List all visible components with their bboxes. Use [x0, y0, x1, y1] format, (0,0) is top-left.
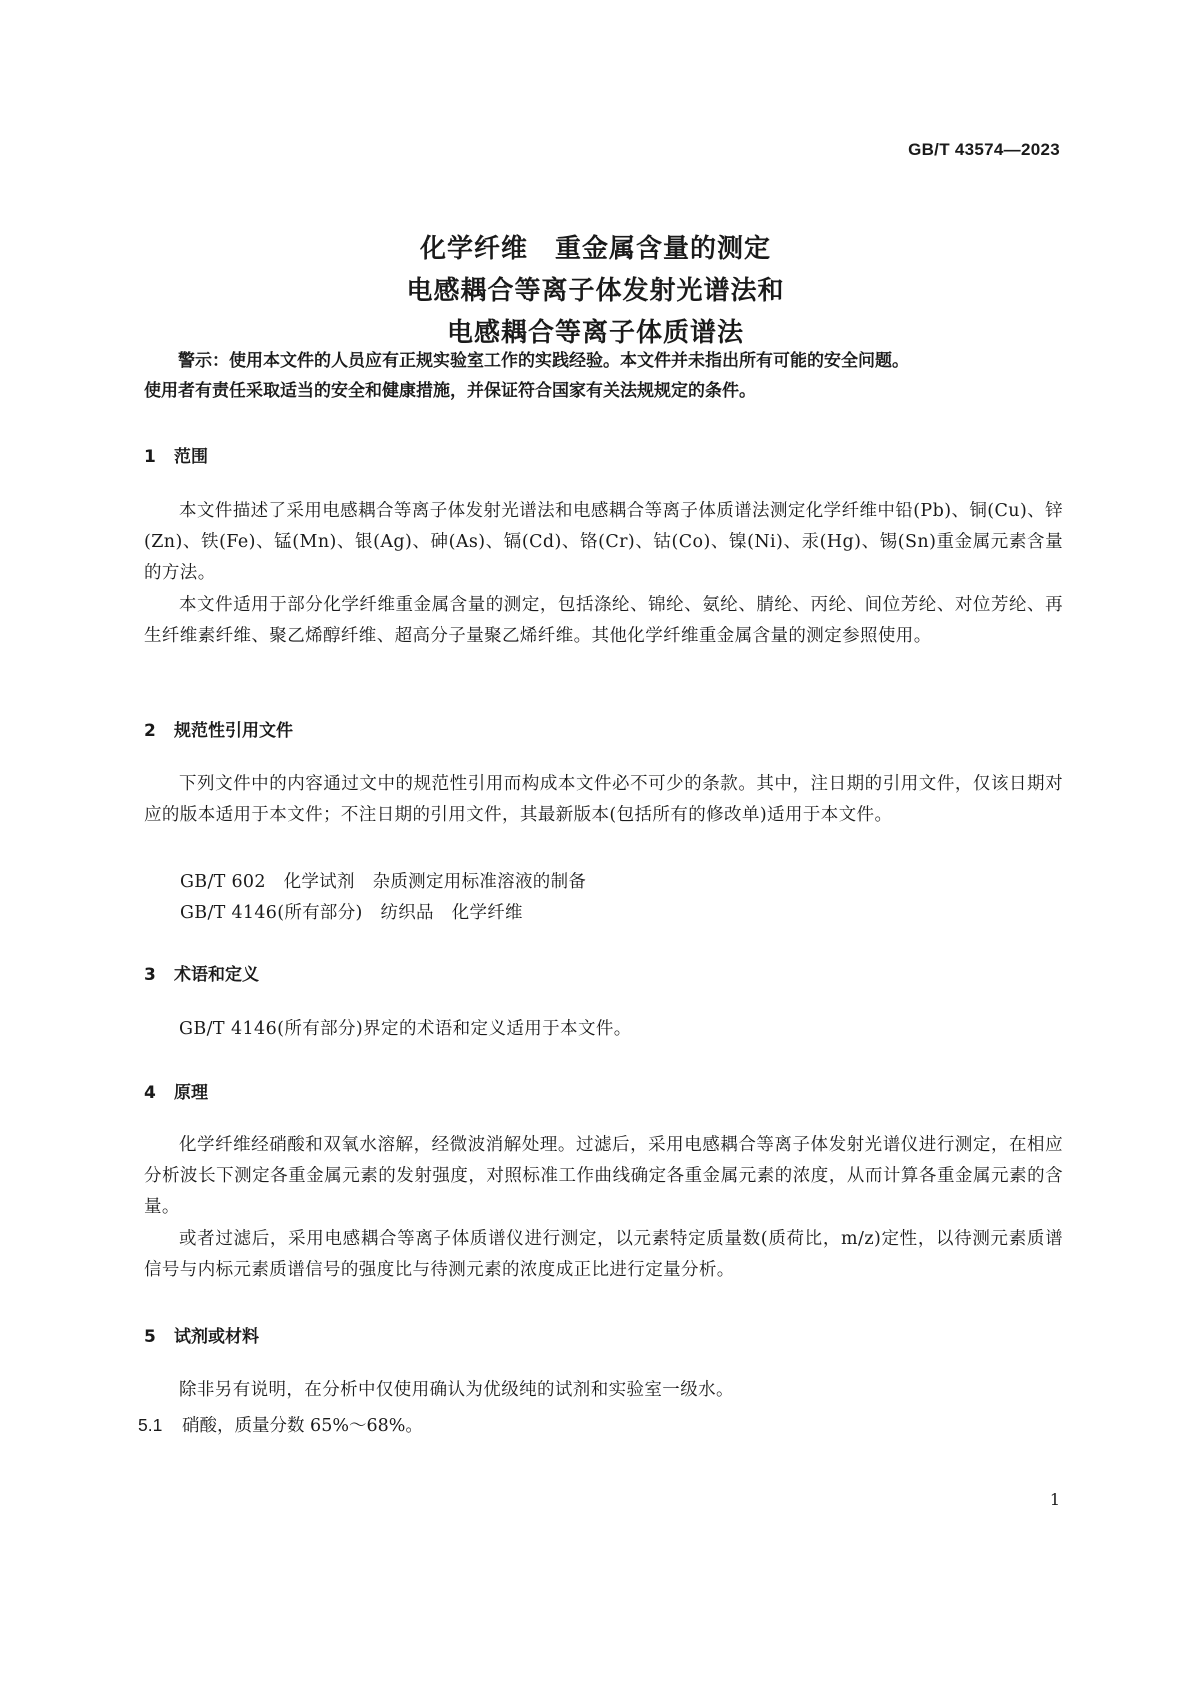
- section-3-paragraph-1: GB/T 4146(所有部分)界定的术语和定义适用于本文件。: [179, 1019, 632, 1039]
- section-title: 原理: [174, 1083, 208, 1103]
- section-4-heading: [144, 1078, 208, 1103]
- section-title: 范围: [174, 447, 208, 467]
- section-1-heading: [144, 442, 208, 467]
- section-title: 术语和定义: [174, 965, 259, 985]
- section-2-paragraph-1: 下列文件中的内容通过文中的规范性引用而构成本文件必不可少的条款。其中，注日期的引用文件，仅该日期对应的版本适用于本文件；不注日期的引用文件，其最新版本(包括所有的修改单)适用于本文件。: [144, 774, 1063, 825]
- section-5-paragraph-1: 除非另有说明，在分析中仅使用确认为优级纯的试剂和实验室一级水。: [179, 1380, 734, 1400]
- title-line-2: 电感耦合等离子体发射光谱法和: [406, 276, 785, 306]
- title-line-3: 电感耦合等离子体质谱法: [446, 318, 744, 348]
- section-number: 1: [144, 447, 156, 467]
- section-title: 试剂或材料: [174, 1327, 259, 1347]
- reference-gb-t-4146: GB/T 4146(所有部分) 纺织品 化学纤维: [180, 903, 523, 923]
- item-text: 硝酸，质量分数 65%～68%。: [182, 1416, 423, 1436]
- section-1-paragraph-2: 本文件适用于部分化学纤维重金属含量的测定，包括涤纶、锦纶、氨纶、腈纶、丙纶、间位芳纶、对位芳纶、再生纤维素纤维、聚乙烯醇纤维、超高分子量聚乙烯纤维。其他化学纤维重金属含量的测定参照使用。: [144, 595, 1063, 646]
- warning-line-2: 使用者有责任采取适当的安全和健康措施，并保证符合国家有关法规规定的条件。: [144, 381, 756, 401]
- section-number: 2: [144, 721, 156, 741]
- section-1-paragraph-1: 本文件描述了采用电感耦合等离子体发射光谱法和电感耦合等离子体质谱法测定化学纤维中铅(Pb)、铜(Cu)、锌(Zn)、铁(Fe)、锰(Mn)、银(Ag)、砷(As)、镉(Cd)、铬(Cr)、钴(Co)、镍(Ni)、汞(Hg)、锡(Sn)重金属元素含量的方法。: [144, 501, 1063, 583]
- warning-line-1: 警示：使用本文件的人员应有正规实验室工作的实践经验。本文件并未指出所有可能的安全问题。: [178, 351, 909, 371]
- item-number: 5.1: [138, 1415, 163, 1435]
- section-4-paragraph-2: 或者过滤后，采用电感耦合等离子体质谱仪进行测定，以元素特定质量数(质荷比，m/z)定性，以待测元素质谱信号与内标元素质谱信号的强度比与待测元素的浓度成正比进行定量分析。: [144, 1229, 1063, 1280]
- section-3-heading: [144, 960, 259, 985]
- section-5-heading: [144, 1322, 259, 1347]
- section-number: 5: [144, 1327, 156, 1347]
- standard-code: GB/T 43574—2023: [908, 140, 1060, 159]
- section-title: 规范性引用文件: [174, 721, 293, 741]
- reference-gb-t-602: GB/T 602 化学试剂 杂质测定用标准溶液的制备: [180, 872, 587, 892]
- section-number: 4: [144, 1083, 156, 1103]
- page-number: 1: [1049, 1490, 1060, 1509]
- title-line-1: 化学纤维 重金属含量的测定: [419, 234, 771, 264]
- warning-block: [144, 346, 1063, 406]
- section-2-heading: [144, 716, 293, 741]
- item-5-1: [138, 1412, 423, 1437]
- section-number: 3: [144, 965, 156, 985]
- section-4-paragraph-1: 化学纤维经硝酸和双氧水溶解，经微波消解处理。过滤后，采用电感耦合等离子体发射光谱仪进行测定，在相应分析波长下测定各重金属元素的发射强度，对照标准工作曲线确定各重金属元素的浓度，从而计算各重金属元素的含量。: [144, 1135, 1063, 1217]
